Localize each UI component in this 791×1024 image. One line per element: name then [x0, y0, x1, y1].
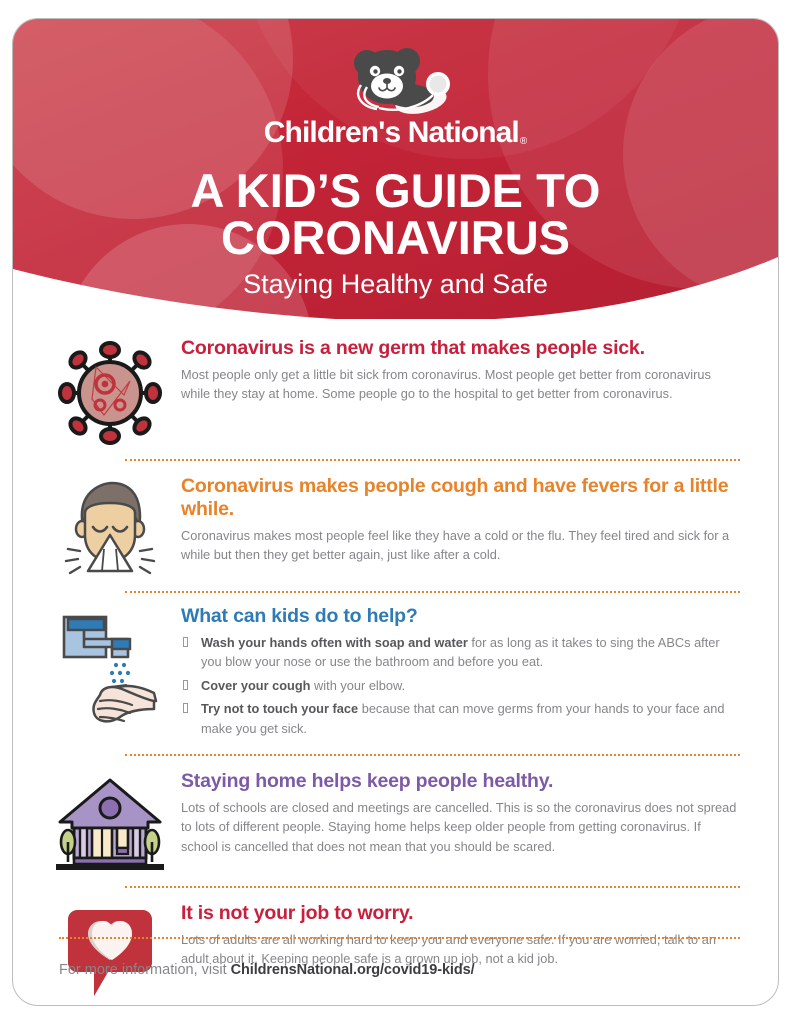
poster-header: [13, 19, 778, 319]
list-item: [181, 676, 738, 695]
list-item: [181, 699, 738, 738]
section-text: Coronavirus makes most people feel like they have a cold or the flu. They feel tired and sick for a while but then they get better again, just like after a cold.: [181, 527, 730, 563]
handwashing-faucet-icon: [56, 609, 164, 727]
section-body: [175, 605, 740, 742]
section-heading: It is not your job to worry.: [181, 902, 414, 924]
section-icon-wrap: [45, 605, 175, 727]
footer-url-link[interactable]: ChildrensNational.org/covid19-kids/: [230, 962, 475, 978]
teddy-bear-with-stethoscope-logo-icon: [337, 43, 455, 115]
section-text: Lots of schools are closed and meetings are cancelled. This is so the coronavirus does not spread to lots of different people. Staying home helps keep older people from getting coronavirus. If school is cancelled that does not mean that you should be scared.: [181, 799, 737, 854]
bullet-box-icon: [183, 703, 188, 713]
list-item-rest: because that can move germs from your hands to your face and make you get sick.: [201, 701, 725, 736]
section-icon-wrap: [45, 902, 175, 1000]
section-heading: Coronavirus makes people cough and have fevers for a little while.: [181, 475, 729, 520]
section-heading: What can kids do to help?: [181, 605, 418, 627]
poster-subtitle: Staying Healthy and Safe: [243, 269, 548, 300]
brand-logo: [13, 43, 778, 148]
school-building-icon: [52, 774, 168, 874]
list-item-bold: Cover your cough: [201, 677, 311, 693]
section-icon-wrap: [45, 770, 175, 874]
section-cough-fever: [13, 461, 778, 591]
section-icon-wrap: [45, 337, 175, 445]
section-what-kids-can-do: [13, 593, 778, 754]
bullet-box-icon: [183, 637, 188, 647]
section-text: Most people only get a little bit sick from coronavirus. Most people get better from coronavirus while they stay at home. Some people go to the hospital to get better from coronavirus.: [181, 366, 711, 402]
poster-title: A KID’S GUIDE TO CORONAVIRUS: [190, 164, 601, 264]
section-coronavirus-germ: [13, 319, 778, 459]
section-text: Lots of adults are all working hard to keep you and everyone safe. If you are worried, talk to an adult about it. Keeping people safe is a grown up job, not a kid job.: [181, 931, 716, 967]
coronavirus-icon: [58, 341, 162, 445]
section-heading: Coronavirus is a new germ that makes people sick.: [181, 337, 645, 359]
sneezing-face-with-tissue-icon: [58, 479, 162, 579]
section-body: [175, 337, 740, 404]
section-body: [175, 475, 740, 565]
poster-page: [12, 18, 779, 1006]
section-staying-home: [13, 756, 778, 886]
section-body: [175, 902, 740, 969]
heart-speech-bubble-icon: [64, 906, 156, 1000]
registered-trademark-symbol: ®: [519, 136, 528, 147]
footer-divider-wrap: [13, 937, 778, 939]
section-body: [175, 770, 740, 856]
poster-footer: [13, 961, 778, 979]
list-item: [181, 633, 738, 672]
tips-list: [181, 633, 738, 738]
section-not-your-job-to-worry: [13, 888, 778, 1006]
footer-prefix: For more information, visit: [59, 962, 231, 978]
brand-wordmark: Children's National: [263, 116, 519, 149]
list-item-rest: with your elbow.: [310, 677, 406, 693]
content-sections: [13, 319, 778, 1006]
list-item-bold: Wash your hands often with soap and water: [201, 634, 468, 650]
section-heading: Staying home helps keep people healthy.: [181, 770, 554, 792]
list-item-bold: Try not to touch your face: [201, 701, 359, 717]
bullet-box-icon: [183, 680, 188, 690]
footer-divider: [59, 937, 740, 939]
list-item-rest: for as long as it takes to sing the ABCs after you blow your nose or use the bathroom and before you eat.: [201, 634, 720, 670]
section-icon-wrap: [45, 475, 175, 579]
